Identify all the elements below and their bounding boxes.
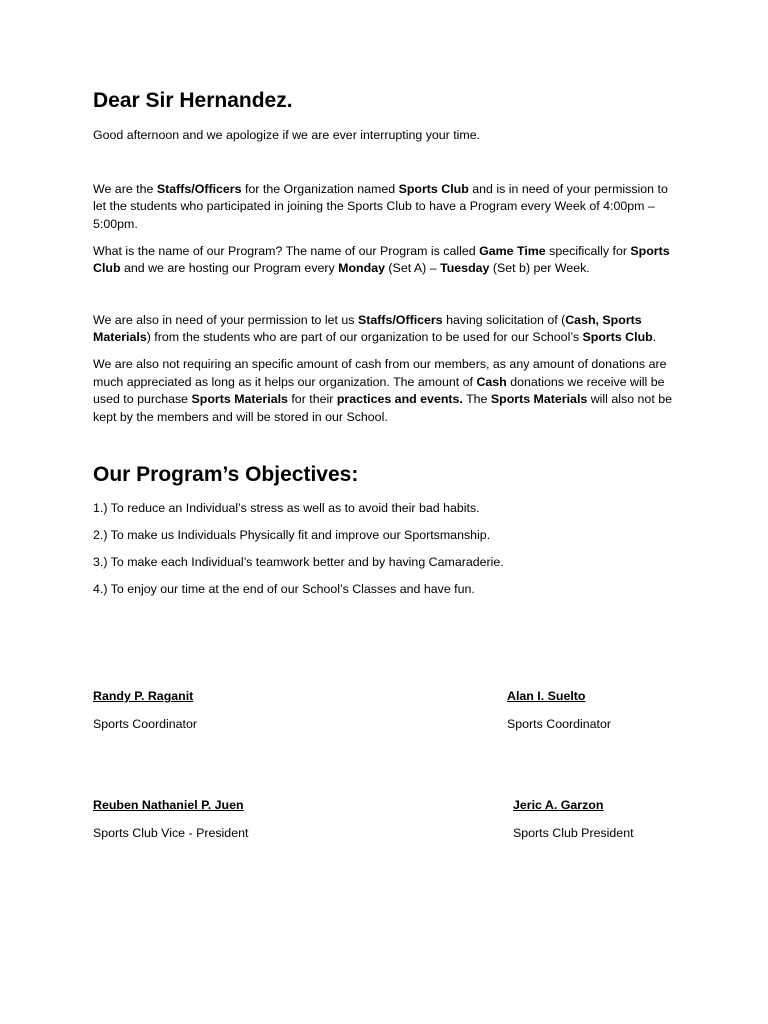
- signatory-title: Sports Coordinator: [507, 717, 611, 731]
- objectives-heading: Our Program’s Objectives:: [93, 463, 359, 487]
- signatory-title: Sports Club President: [513, 826, 634, 840]
- signatory-name: Jeric A. Garzon: [513, 798, 604, 812]
- salutation: Dear Sir Hernandez.: [93, 89, 293, 112]
- signatory-title: Sports Coordinator: [93, 717, 197, 731]
- signature-block-suelto: [507, 688, 611, 733]
- paragraph-donations: We are also not requiring an specific amount of cash from our members, as any amount of donations are much appreciated as long as it helps our organization. The amount of Cash donations we receive will be used to purchase Sports Materials for their practices and events. The Sports Materials will also not be kept by the members and will be stored in our School.: [93, 356, 672, 424]
- signature-block-juen: [93, 797, 248, 842]
- objective-item: 1.) To reduce an Individual’s stress as well as to avoid their bad habits.: [93, 500, 480, 515]
- greeting-paragraph: Good afternoon and we apologize if we are ever interrupting your time.: [93, 128, 481, 143]
- signatory-title: Sports Club Vice - President: [93, 826, 249, 840]
- signature-block-garzon: [513, 797, 634, 842]
- paragraph-staffs-officers: We are the Staffs/Officers for the Organization named Sports Club and is in need of your permission to let the students who participated in joining the Sports Club to have a Program every Week of 4:00pm – 5:00pm.: [93, 181, 668, 231]
- letter-body: [93, 88, 683, 609]
- objectives-list: [93, 500, 683, 599]
- paragraph-program-name: What is the name of our Program? The name of our Program is called Game Time specifically for Sports Club and we are hosting our Program every Monday (Set A) – Tuesday (Set b) per Week.: [93, 243, 670, 276]
- objective-item: 2.) To make us Individuals Physically fit and improve our Sportsmanship.: [93, 527, 491, 542]
- signature-block-raganit: [93, 688, 197, 733]
- signatory-name: Alan I. Suelto: [507, 689, 586, 703]
- signatory-name: Randy P. Raganit: [93, 689, 194, 703]
- signatory-name: Reuben Nathaniel P. Juen: [93, 798, 244, 812]
- paragraph-solicitation: We are also in need of your permission to let us Staffs/Officers having solicitation of (Cash, Sports Materials) from the students who are part of our organization to be used for our School’s Sports Club.: [93, 312, 657, 345]
- objective-item: 4.) To enjoy our time at the end of our School’s Classes and have fun.: [93, 582, 475, 597]
- objective-item: 3.) To make each Individual’s teamwork better and by having Camaraderie.: [93, 555, 504, 570]
